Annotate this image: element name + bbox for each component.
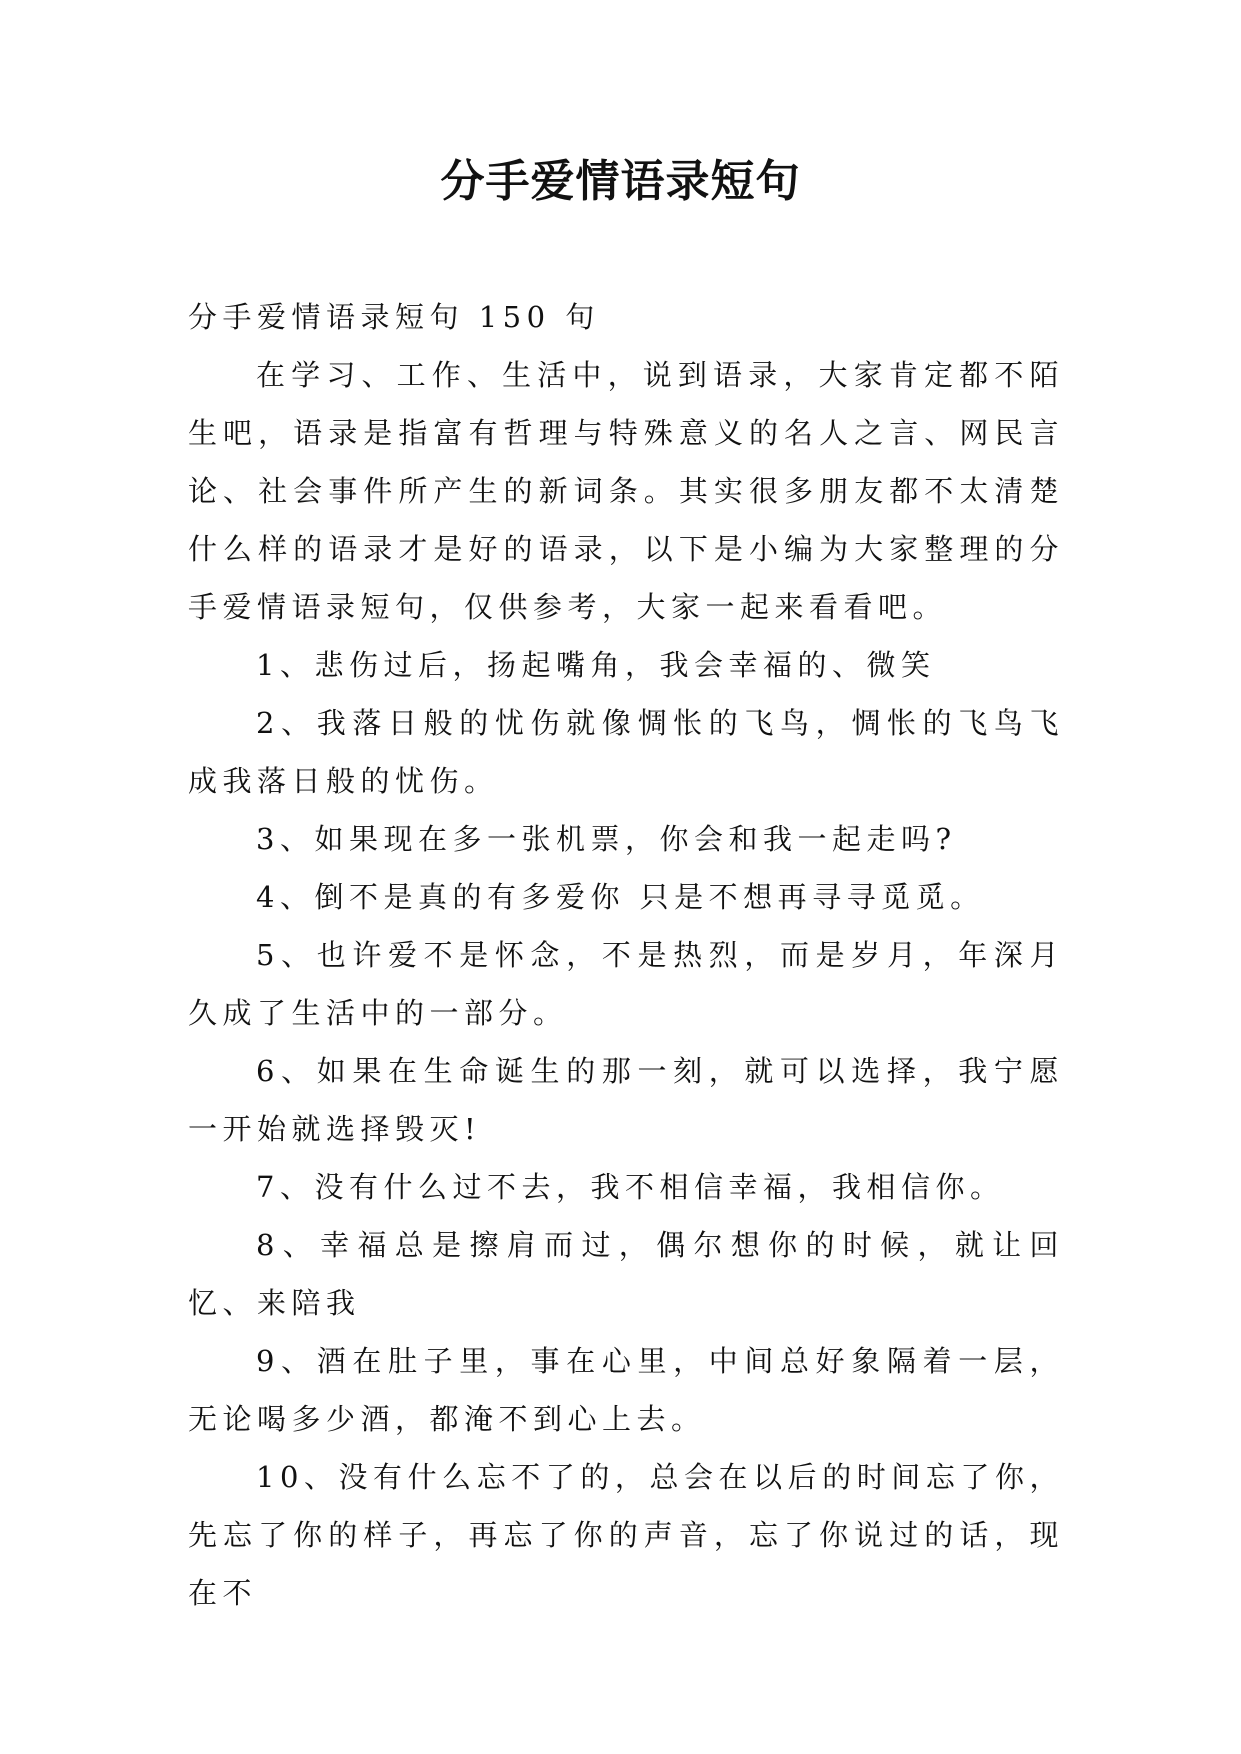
quote-item-6: 6、如果在生命诞生的那一刻，就可以选择，我宁愿一开始就选择毁灭! — [188, 1054, 1064, 1146]
quote-item-2: 2、我落日般的忧伤就像惆怅的飞鸟，惆怅的飞鸟飞成我落日般的忧伤。 — [188, 706, 1064, 798]
document-subtitle: 分手爱情语录短句 150 句 — [188, 300, 600, 334]
intro-paragraph: 在学习、工作、生活中，说到语录，大家肯定都不陌生吧，语录是指富有哲理与特殊意义的名人之言、网民言论、社会事件所产生的新词条。其实很多朋友都不太清楚什么样的语录才是好的语录，以下是小编为大家整理的分手爱情语录短句，仅供参考，大家一起来看看吧。 — [188, 358, 1064, 624]
quote-item-10: 10、没有什么忘不了的，总会在以后的时间忘了你，先忘了你的样子，再忘了你的声音，忘了你说过的话，现在不 — [188, 1460, 1064, 1610]
quote-item-5: 5、也许爱不是怀念，不是热烈，而是岁月，年深月久成了生活中的一部分。 — [188, 938, 1064, 1030]
document-body — [188, 288, 1064, 1622]
quote-item-3: 3、如果现在多一张机票，你会和我一起走吗? — [256, 822, 957, 856]
quote-item-9: 9、酒在肚子里，事在心里，中间总好象隔着一层，无论喝多少酒，都淹不到心上去。 — [188, 1344, 1064, 1436]
quote-item-8: 8、幸福总是擦肩而过，偶尔想你的时候，就让回忆、来陪我 — [188, 1228, 1064, 1320]
quote-item-1: 1、悲伤过后，扬起嘴角，我会幸福的、微笑 — [256, 648, 936, 682]
quote-item-4: 4、倒不是真的有多爱你 只是不想再寻寻觅觅。 — [256, 880, 985, 914]
quote-item-7: 7、没有什么过不去，我不相信幸福，我相信你。 — [256, 1170, 1005, 1204]
document-title: 分手爱情语录短句 — [440, 156, 801, 207]
